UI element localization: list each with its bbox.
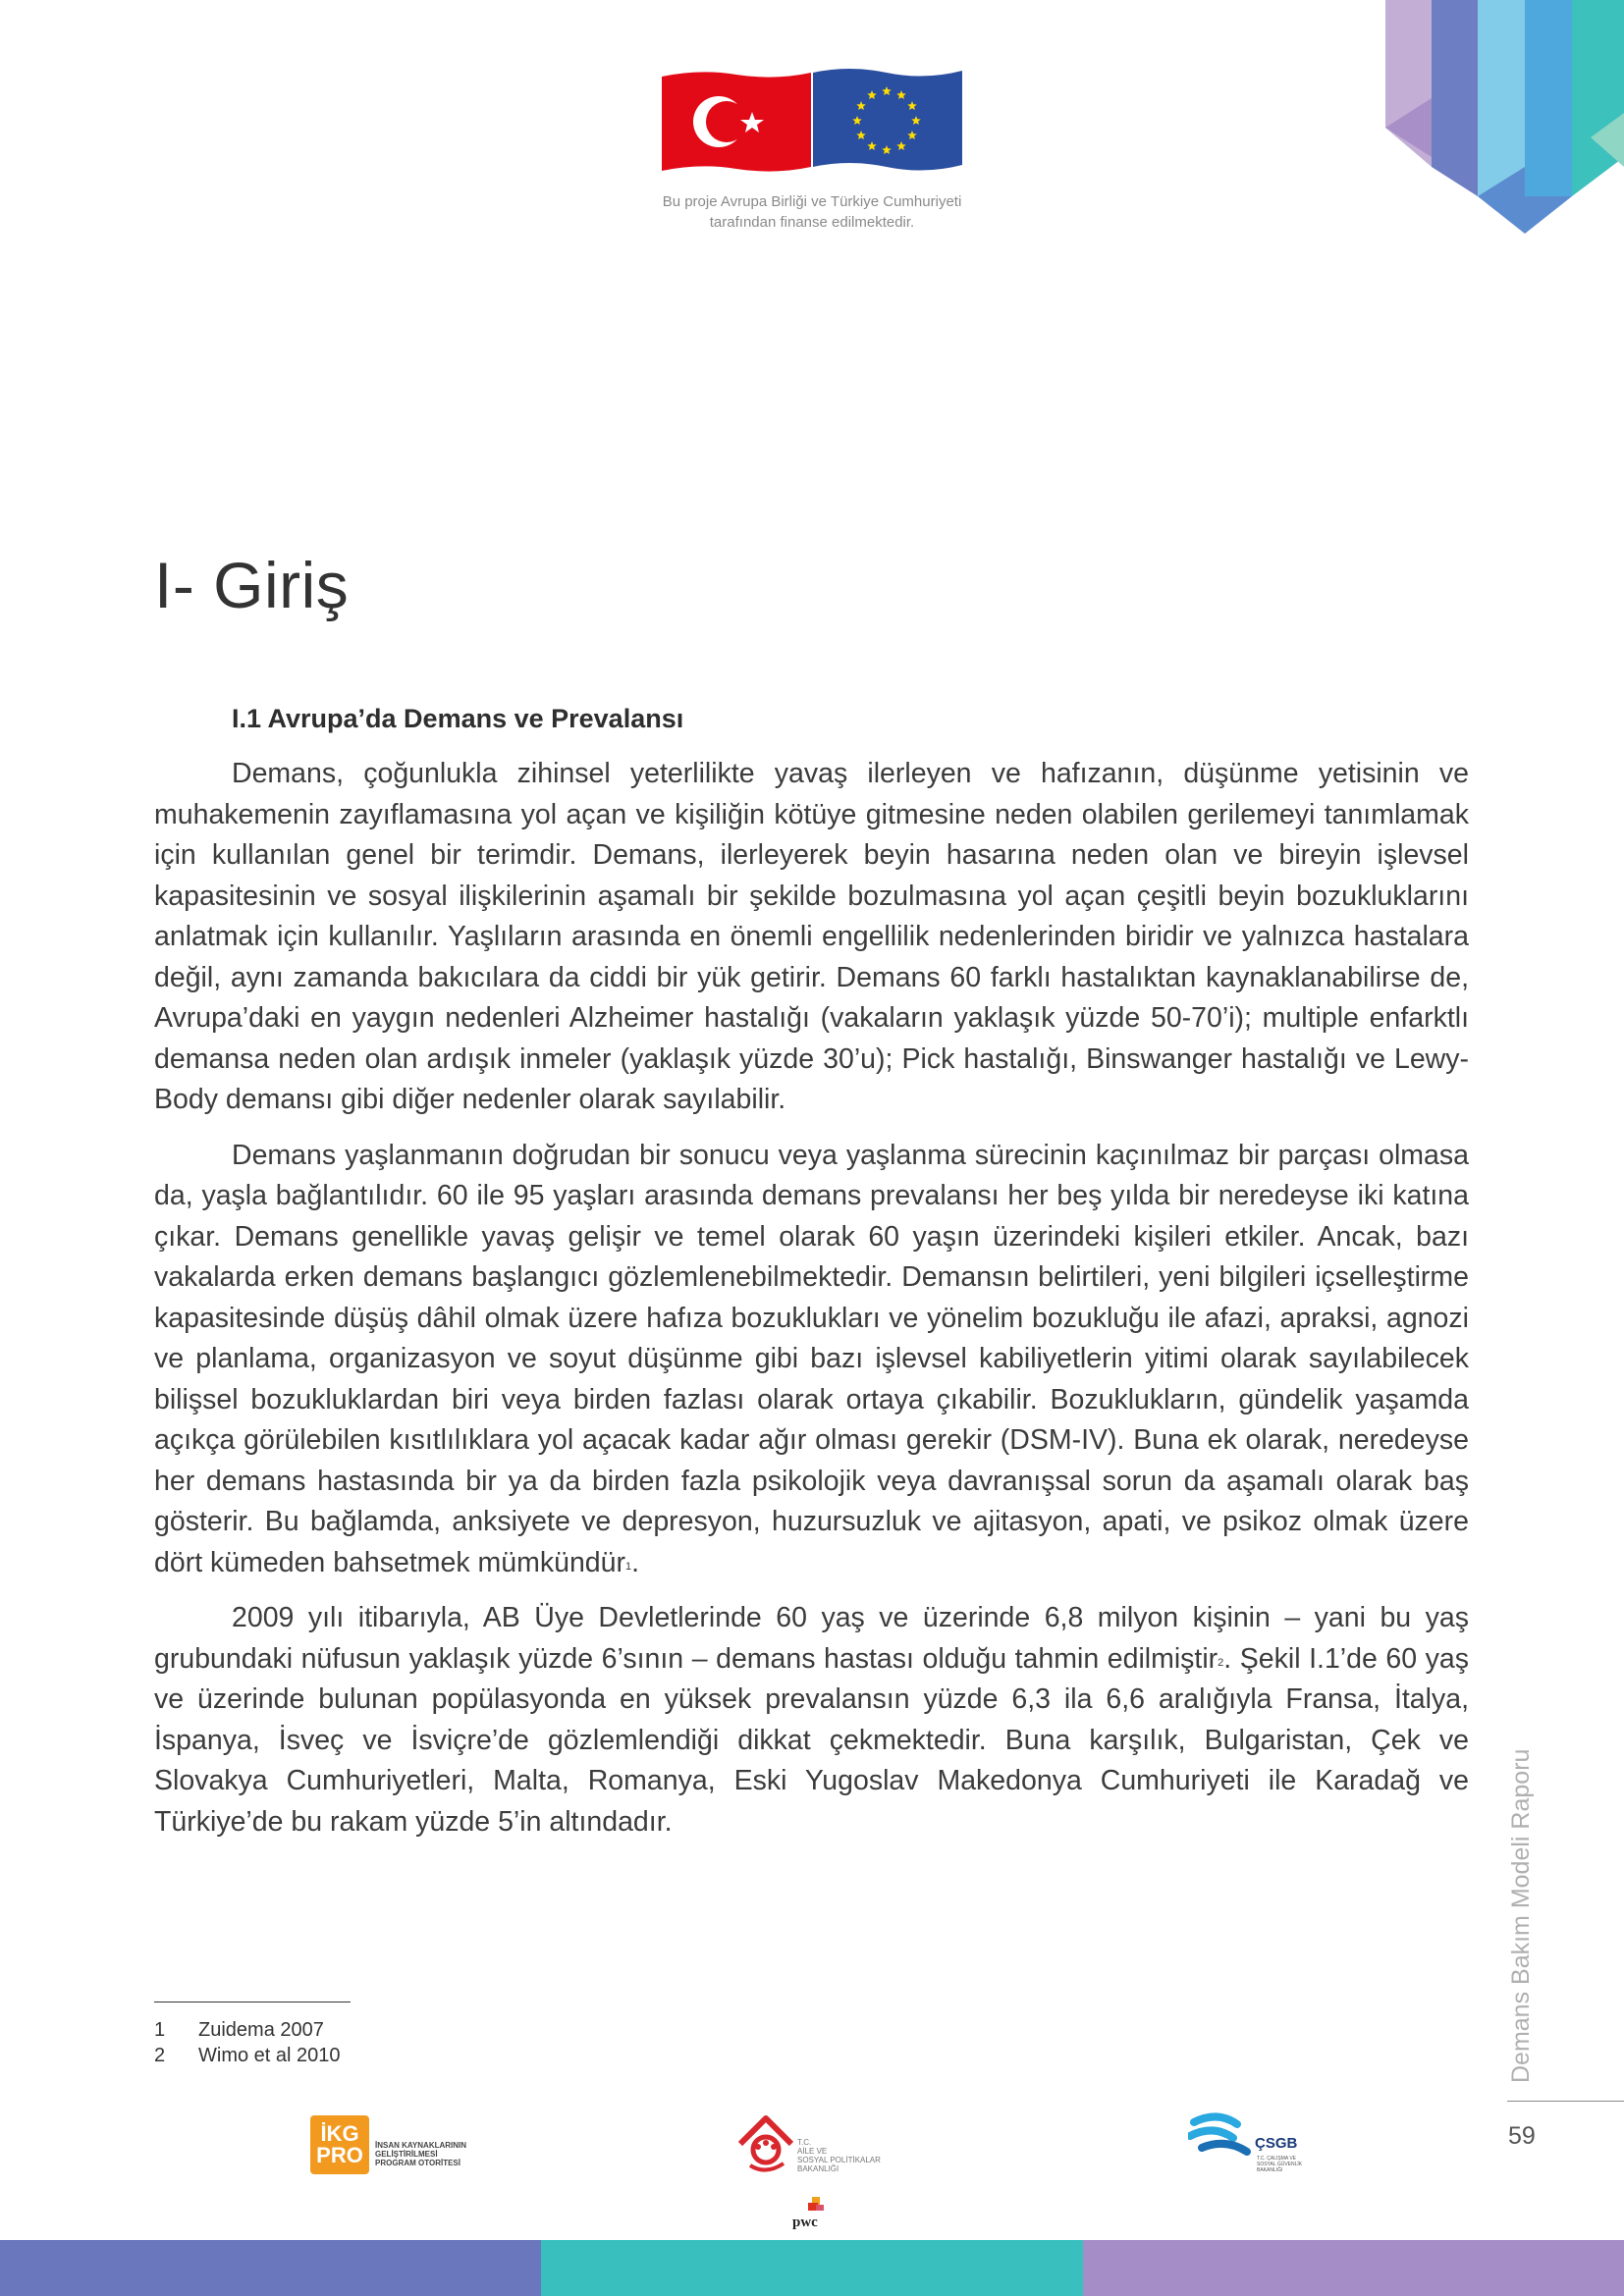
paragraph-3-text-a: 2009 yılı itibarıyla, AB Üye Devletlerinde 60 yaş ve üzerinde 6,8 milyon kişinin – yani bu yaş grubundaki nüfusun yaklaşık yüzde 6’sının – demans hastası olduğu tahmin edilmiştir [154,1602,1469,1675]
footnote-number: 1 [154,2019,166,2041]
pwc-wordmark: pwc [792,2215,818,2230]
paragraph-2 [154,1136,1469,1584]
footnote-number: 2 [154,2045,166,2066]
flags-caption-line-2: tarafından finanse edilmektedir. [709,214,915,231]
page-number: 59 [1508,2122,1536,2150]
paragraph-1 [154,754,1469,1121]
ikg-pro-logo [310,2115,477,2176]
ikg-pro-mark [310,2115,369,2174]
ikg-line-3: PROGRAM OTORİTESİ [375,2159,460,2167]
csgb-caption [1257,2156,1302,2173]
csgb-wave-icon [1188,2110,1253,2160]
footnote-text: Wimo et al 2010 [198,2045,341,2066]
paragraph-2-tail: . [631,1546,640,1578]
footnote-2 [154,2043,341,2068]
band-segment-1 [0,2240,541,2296]
footnotes [154,2017,341,2068]
aile-line-1: T.C. [797,2138,812,2147]
eu-flag [813,69,962,171]
ikg-mark-bottom: PRO [316,2143,363,2167]
turkey-eu-flags-logo [662,69,962,177]
csgb-logo [1188,2110,1326,2179]
csgb-wordmark: ÇSGB [1255,2135,1298,2152]
corner-decoration [1380,0,1624,236]
aile-house-icon [736,2110,795,2179]
pwc-logo [790,2195,830,2230]
band-segment-3 [1083,2240,1624,2296]
ikg-line-2: GELİŞTİRİLMESİ [375,2150,438,2159]
aile-bakanligi-logo [736,2110,893,2179]
aile-line-4: BAKANLIĞI [797,2164,839,2173]
band-segment-2 [541,2240,1082,2296]
footnote-ref-2[interactable]: 2 [1218,1656,1224,1669]
paragraph-3 [154,1598,1469,1842]
aile-line-2: AİLE VE [797,2147,828,2156]
ikg-pro-caption [375,2141,466,2167]
body-text [154,754,1469,1857]
csgb-line-2: SOSYAL GÜVENLİK [1257,2162,1303,2167]
aile-line-3: SOSYAL POLİTİKALAR [797,2156,881,2164]
side-running-title: Demans Bakım Modeli Raporu [1507,1748,1535,2083]
paragraph-1-text: Demans, çoğunlukla zihinsel yeterlilikte yavaş ilerleyen ve hafızanın, düşünme yetisinin ve muhakemenin zayıflamasına yol açan ve kişiliğin kötüye gitmesine neden olabilen gerilemeyi tanımlamak için kullanılan genel bir terimdir. Demans, ilerleyerek beyin hasarına neden olan ve bireyin işlevsel kapasitesinin ve sosyal ilişkilerinin aşamalı bir şekilde bozulmasına yol açan çeşitli beyin bozukluklarını anlatmak için kullanılır. Yaşlıların arasında en önemli engellilik nedenlerinden biridir ve yalnızca hastalara değil, aynı zamanda bakıcılara da ciddi bir yük getirir. Demans 60 farklı hastalıktan kaynaklanabilirse de, Avrupa’daki en yaygın nedenleri Alzheimer hastalığı (vakaların yaklaşık yüzde 50-70’i); multiple enfarktlı demansa neden olan ardışık inmeler (yaklaşık yüzde 30’u); Pick hastalığı, Binswanger hastalığı ve Lewy-Body demansı gibi diğer nedenler olarak sayılabilir. [154,758,1469,1115]
flags-caption [628,191,996,233]
bottom-color-band [0,2240,1624,2296]
flags-caption-line-1: Bu proje Avrupa Birliği ve Türkiye Cumhuriyeti [662,193,962,210]
paragraph-2-text: Demans yaşlanmanın doğrudan bir sonucu veya yaşlanma sürecinin kaçınılmaz bir parçası olmasa da, yaşla bağlantılıdır. 60 ile 95 yaşları arasında demans prevalansı her beş yılda bir neredeyse iki katına çıkar. Demans genellikle yavaş gelişir ve temel olarak 60 yaşın üzerindeki kişileri etkiler. Ancak, bazı vakalarda erken demans başlangıcı gözlemlenebilmektedir. Demansın belirtileri, yeni bilgileri içselleştirme kapasitesinde düşüş dâhil olmak üzere hafıza bozuklukları ve yönelim bozukluğu ile afazi, apraksi, agnozi ve planlama, organizasyon ve soyut düşünme gibi bazı işlevsel kabiliyetlerin yitimi olarak sayılabilecek bilişsel bozukluklardan biri veya birden fazlası olarak ortaya çıkabilir. Bozuklukların, gündelik yaşamda açıkça görülebilen kısıtlılıklara yol açacak kadar ağır olması gerekir (DSM-IV). Buna ek olarak, neredeyse her demans hastasında bir ya da birden fazla psikolojik veya davranışsal sorun da aşamalı olarak baş gösterir. Bu bağlamda, anksiyete ve depresyon, huzursuzluk ve ajitasyon, apati, ve psikoz olmak üzere dört kümeden bahsetmek mümkündür [154,1139,1469,1578]
ikg-line-1: İNSAN KAYNAKLARININ [375,2141,467,2150]
footnote-1 [154,2017,341,2043]
pwc-blocks-icon [790,2195,830,2215]
aile-caption [797,2138,881,2173]
footnote-text: Zuidema 2007 [198,2019,324,2041]
page-number-divider [1507,2101,1624,2102]
footnote-ref-1[interactable]: 1 [625,1560,632,1573]
csgb-line-3: BAKANLIĞI [1257,2167,1283,2173]
csgb-line-1: T.C. ÇALIŞMA VE [1257,2156,1297,2162]
section-heading: I.1 Avrupa’da Demans ve Prevalansı [232,704,684,733]
paragraph-3-text-b: . Şekil I.1’de 60 yaş ve üzerinde bulunan popülasyonda en yüksek prevalansın yüzde 6,3 ila 6,6 aralığıyla Fransa, İtalya, İspanya, İsveç ve İsviçre’de gözlemlendiği dikkat çekmektedir. Buna karşılık, Bulgaristan, Çek ve Slovakya Cumhuriyetleri, Malta, Romanya, Eski Yugoslav Makedonya Cumhuriyeti ile Karadağ ve Türkiye’de bu rakam yüzde 5’in altındadır. [154,1642,1469,1838]
ikg-mark-top: İKG [320,2121,359,2146]
chapter-title: I- Giriş [154,549,350,621]
